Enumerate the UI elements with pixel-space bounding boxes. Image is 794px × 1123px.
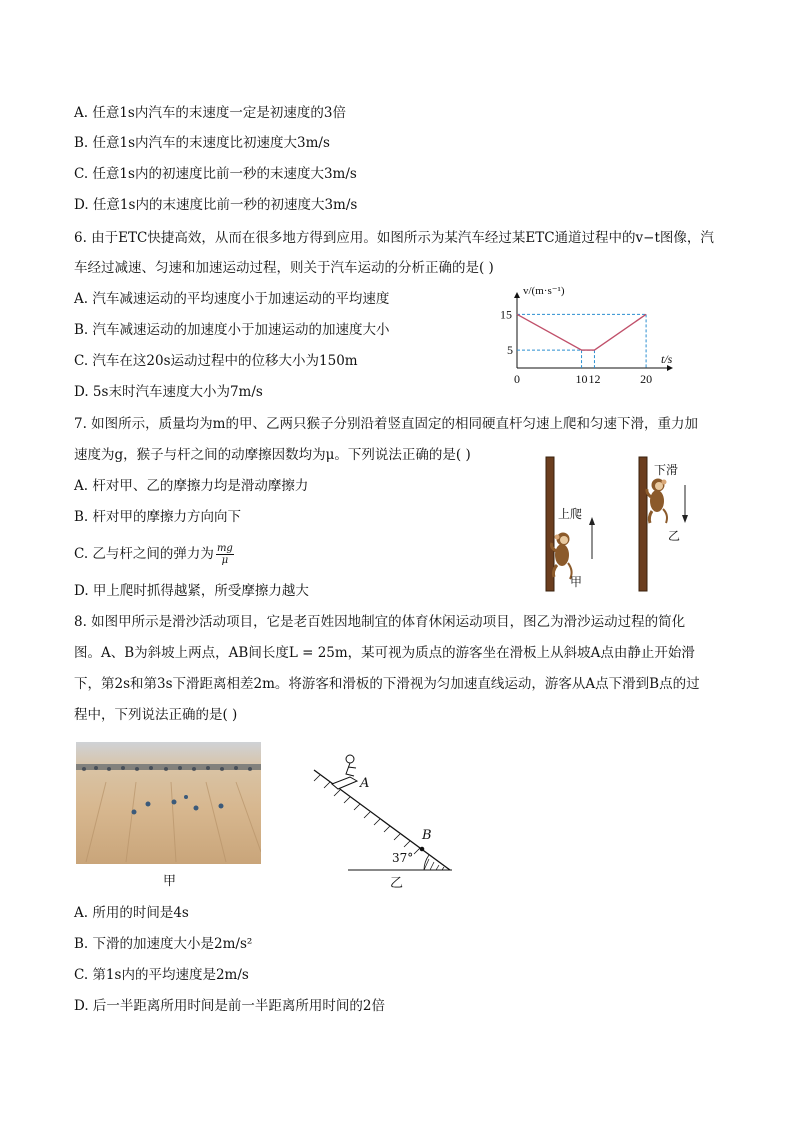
q6-option-d: D. 5s末时汽车速度大小为7m/s (74, 384, 263, 400)
q5-option-c: C. 任意1s内的初速度比前一秒的末速度大3m/s (74, 166, 357, 182)
label-point-b: B (422, 828, 432, 843)
skier-icon (332, 755, 357, 789)
q7-option-b: B. 杆对甲的摩擦力方向向下 (74, 509, 242, 525)
q7-option-a: A. 杆对甲、乙的摩擦力均是滑动摩擦力 (74, 478, 309, 494)
y-tick-label: 15 (500, 307, 512, 322)
q7-option-c-text: C. 乙与杆之间的弹力为 (74, 546, 214, 562)
monkey-jia-icon (552, 533, 572, 580)
q8-option-a: A. 所用的时间是4s (74, 905, 189, 921)
q8-option-c: C. 第1s内的平均速度是2m/s (74, 967, 249, 983)
pole-yi (639, 457, 647, 591)
diagram-caption-yi: 乙 (390, 876, 404, 891)
incline-diagram (310, 748, 460, 891)
velocity-series-line (517, 314, 646, 350)
label-yi: 乙 (668, 529, 681, 543)
sand-slide-photo (76, 742, 261, 864)
q6-option-a: A. 汽车减速运动的平均速度小于加速运动的平均速度 (74, 291, 390, 307)
x-tick-label: 20 (640, 372, 653, 386)
label-climb-up: 上爬 (558, 507, 583, 521)
q5-option-d: D. 任意1s内的末速度比前一秒的初速度大3m/s (74, 197, 358, 213)
q5-option-b: B. 任意1s内汽车的末速度比初速度大3m/s (74, 135, 330, 151)
q8-stem-line4: 程中，下列说法正确的是( ) (74, 707, 238, 723)
x-tick-label: 12 (588, 372, 601, 386)
q6-option-c: C. 汽车在这20s运动过程中的位移大小为150m (74, 353, 358, 369)
q7-option-c (74, 543, 234, 566)
monkey-yi-icon (647, 479, 667, 524)
fraction-denominator: μ (221, 555, 229, 566)
photo-caption-jia: 甲 (163, 874, 177, 889)
sand-slide-scene (76, 742, 261, 864)
q7-stem-line1: 7. 如图所示，质量均为m的甲、乙两只猴子分别沿着竖直固定的相同硬直杆匀速上爬和匀速下滑，重力加 (74, 416, 698, 432)
origin-label: 0 (514, 372, 520, 386)
y-tick-label: 5 (507, 343, 513, 358)
q6-option-b: B. 汽车减速运动的加速度小于加速运动的加速度大小 (74, 322, 390, 338)
down-arrow-icon (682, 485, 688, 523)
label-angle: 37° (392, 851, 414, 865)
corner-hatching (424, 859, 444, 870)
y-axis-arrow (514, 292, 520, 298)
label-slide-down: 下滑 (654, 463, 679, 477)
fraction-numerator: mg (216, 543, 233, 554)
up-arrow-icon (589, 517, 595, 559)
q8-stem-line1: 8. 如图甲所示是滑沙活动项目，它是老百姓因地制宜的体育休闲运动项目，图乙为滑沙运动过程的简化 (74, 614, 686, 630)
q7-option-d: D. 甲上爬时抓得越紧，所受摩擦力越大 (74, 583, 309, 599)
q6-stem-line1: 6. 由于ETC快捷高效，从而在很多地方得到应用。如图所示为某汽车经过某ETC通道过程中的v−t图像，汽 (74, 230, 714, 246)
q8-option-d: D. 后一半距离所用时间是前一半距离所用时间的2倍 (74, 998, 386, 1014)
incline-drawing (310, 748, 460, 888)
q7-stem-line2: 速度为g，猴子与杆之间的动摩擦因数均为μ。下列说法正确的是( ) (74, 447, 471, 463)
fraction-mg-over-mu (216, 543, 234, 566)
q8-stem-line2: 图。A、B为斜坡上两点，AB间长度L = 25m，某可视为质点的游客坐在滑板上从斜坡A点由静止开始滑 (74, 645, 695, 661)
label-point-a: A (360, 776, 370, 791)
q8-option-b: B. 下滑的加速度大小是2m/s² (74, 936, 253, 952)
q6-stem-line2: 车经过减速、匀速和加速运动过程，则关于汽车运动的分析正确的是( ) (74, 260, 494, 276)
vt-chart (490, 280, 680, 410)
x-axis-label: t/s (661, 352, 673, 366)
y-axis-label: v/(m·s⁻¹) (523, 285, 565, 297)
q5-option-a: A. 任意1s内汽车的末速度一定是初速度的3倍 (74, 105, 346, 121)
point-b-marker (420, 847, 425, 852)
monkeys-figure (540, 455, 700, 595)
label-jia: 甲 (570, 575, 583, 589)
x-tick-label: 10 (575, 372, 588, 386)
q8-stem-line3: 下，第2s和第3s下滑距离相差2m。将游客和滑板的下滑视为匀加速直线运动，游客从A点下滑到B点的过 (74, 676, 700, 692)
